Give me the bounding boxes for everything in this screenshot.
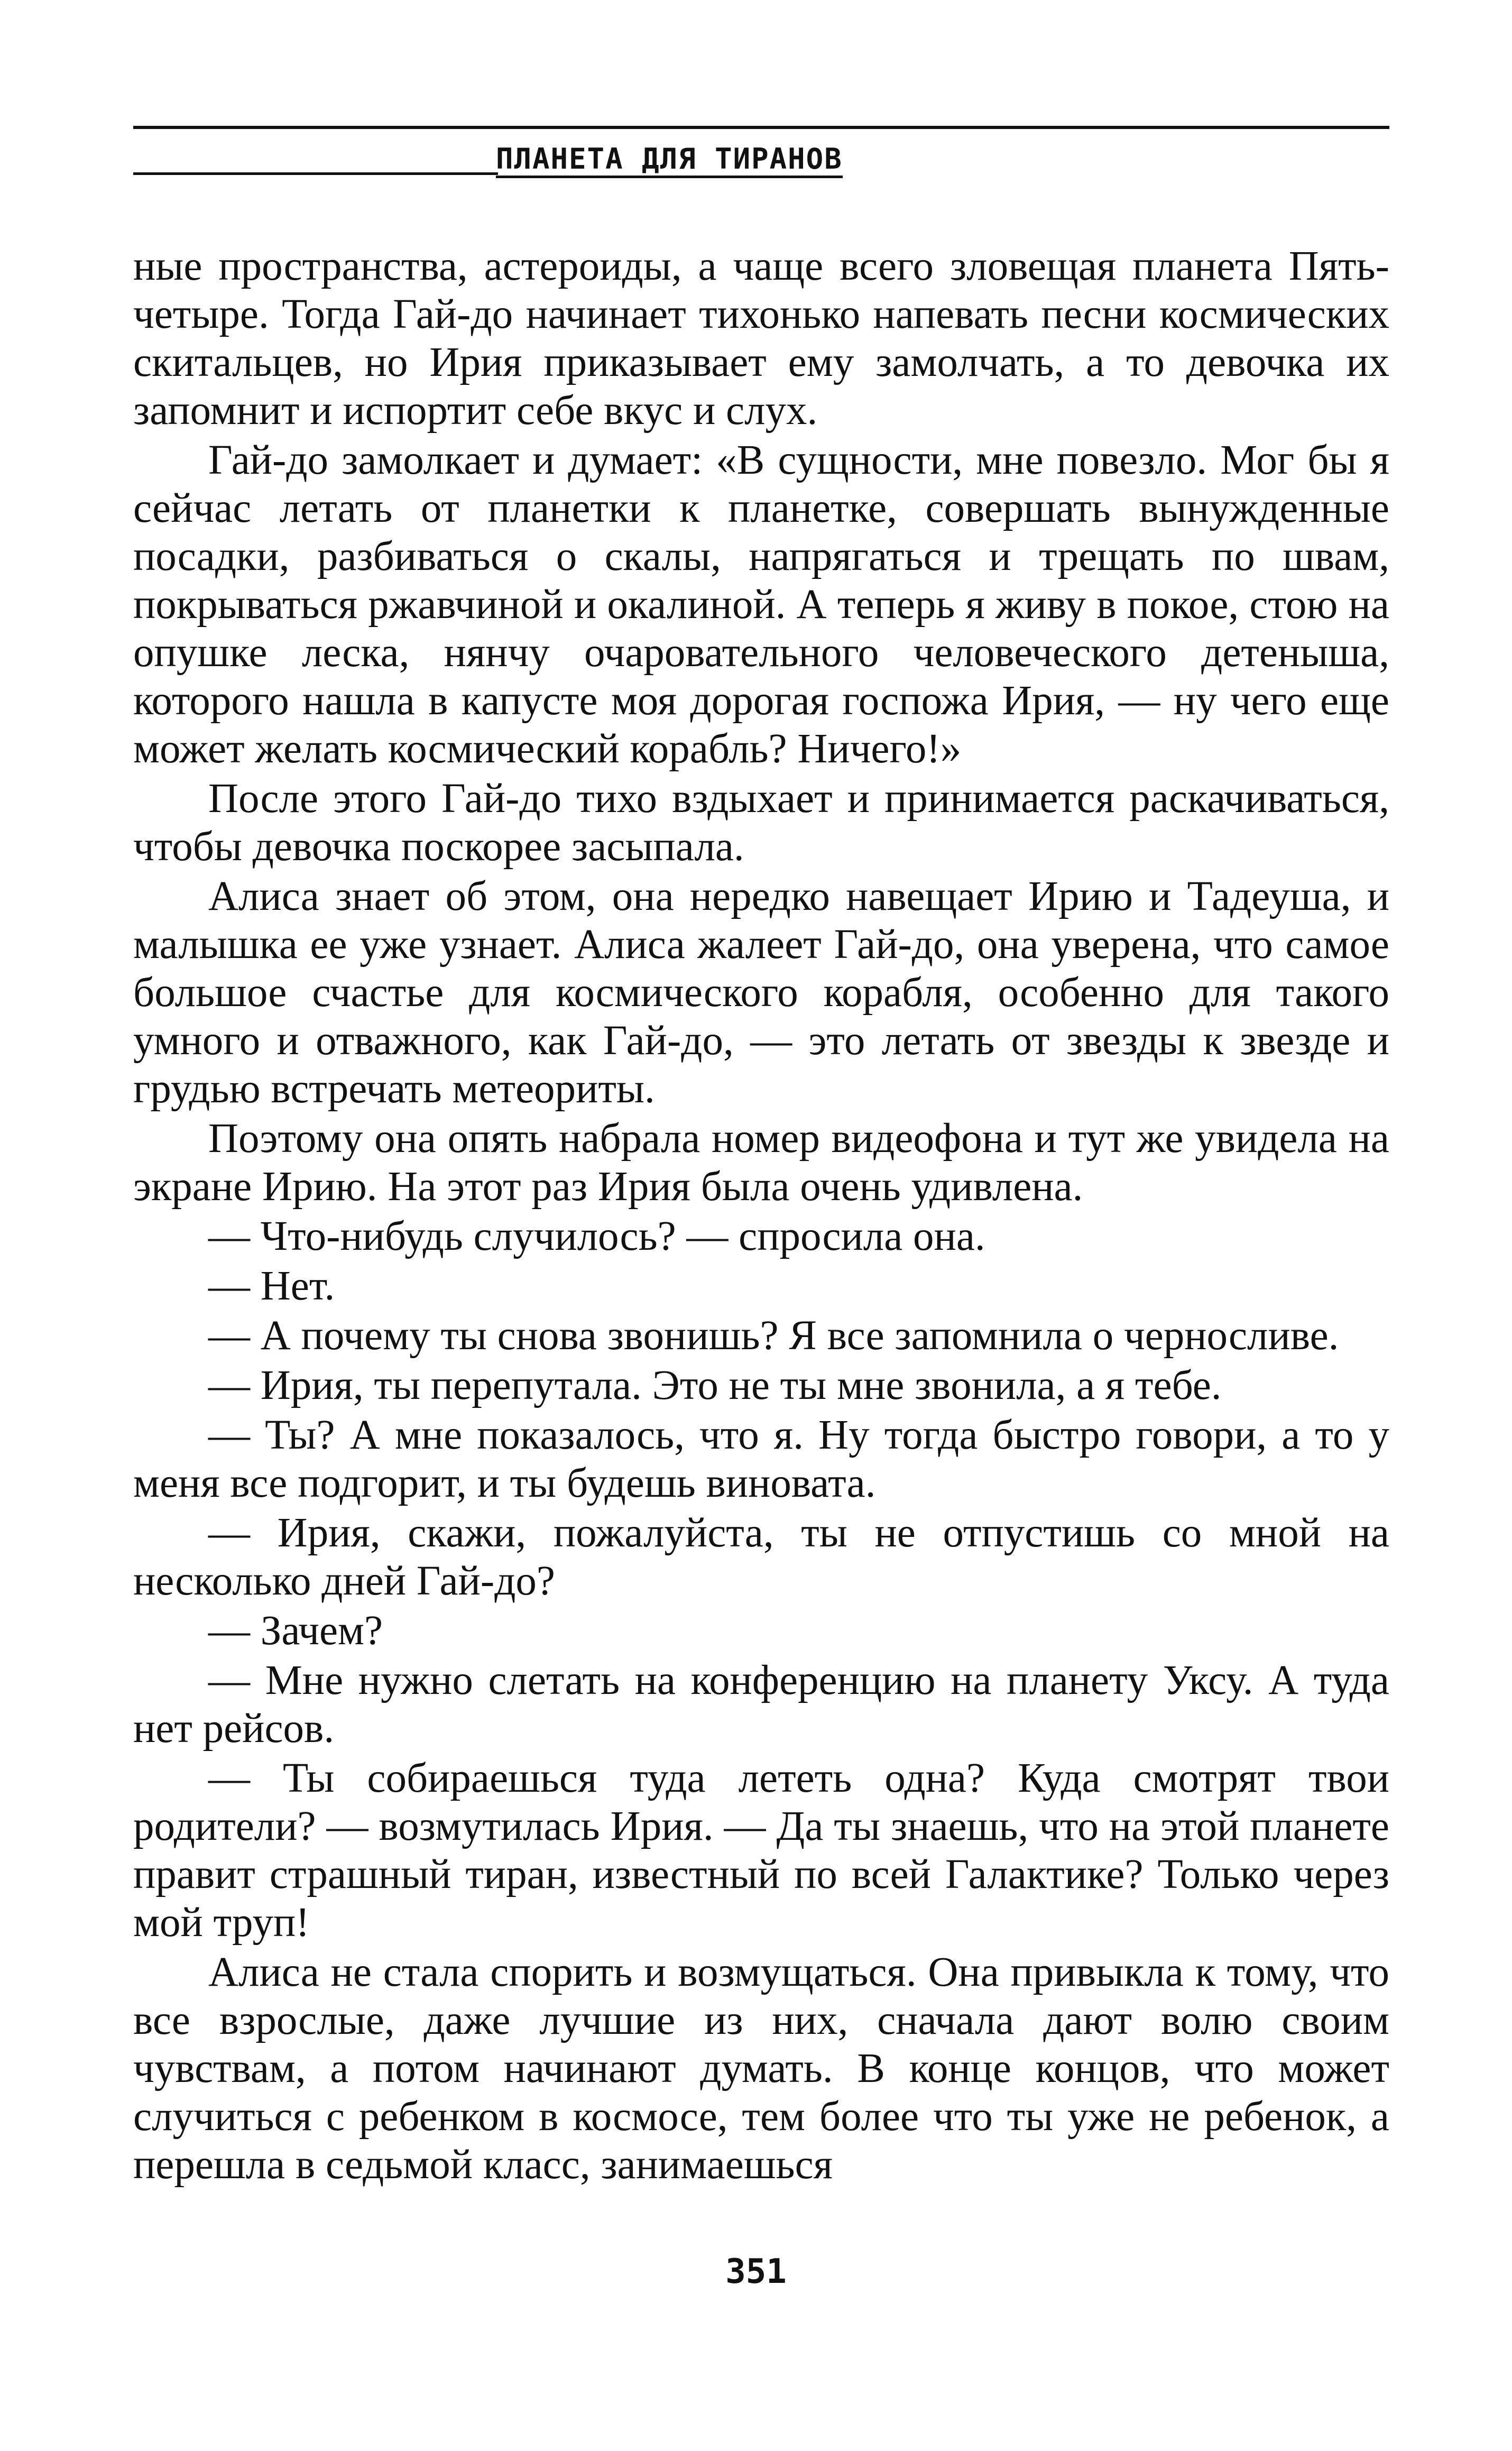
body-text xyxy=(133,242,1389,2189)
dialogue-line: — Ты собираешься туда лететь одна? Куда смотрят твои родители? — возмутилась Ирия. — Да ты знаешь, что на этой планете правит страшный тиран, известный по всей Галактике? Только через мой труп! xyxy=(133,1755,1389,1946)
header-rule xyxy=(133,126,1389,129)
paragraph: После этого Гай-до тихо вздыхает и принимается раскачиваться, чтобы девочка поскорее засыпала. xyxy=(133,776,1389,870)
running-head-underline xyxy=(133,172,498,175)
dialogue-line: — Ирия, скажи, пожалуйста, ты не отпустишь со мной на несколько дней Гай-до? xyxy=(133,1510,1389,1604)
paragraph: ные пространства, астероиды, а чаще всего зловещая планета Пять-четыре. Тогда Гай-до начинает тихонько напевать песни космических скитальцев, но Ирия приказывает ему замолчать, а то девочка их запомнит и испортит себе вкус и слух. xyxy=(133,243,1389,434)
paragraph: Гай-до замолкает и думает: «В сущности, мне повезло. Мог бы я сейчас летать от планетки к планетке, совершать вынужденные посадки, разбиваться о скалы, напрягаться и трещать по швам, покрываться ржавчиной и окалиной. А теперь я живу в покое, стою на опушке леска, нянчу очаровательного человеческого детеныша, которого нашла в капусте моя дорогая госпожа Ирия, — ну чего еще может желать космический корабль? Ничего!» xyxy=(133,437,1389,772)
dialogue-line: — Ирия, ты перепутала. Это не ты мне звонила, а я тебе. xyxy=(208,1362,1222,1408)
dialogue-line: — А почему ты снова звонишь? Я все запомнила о черносливе. xyxy=(208,1313,1339,1359)
dialogue-line: — Зачем? xyxy=(208,1608,383,1654)
paragraph: Алиса знает об этом, она нередко навещает Ирию и Тадеуша, и малышка ее уже узнает. Алиса жалеет Гай-до, она уверена, что самое большое счастье для космического корабля, особенно для такого умного и отважного, как Гай-до, — это летать от звезды к звезде и грудью встречать метеориты. xyxy=(133,873,1389,1112)
dialogue-line: — Ты? А мне показалось, что я. Ну тогда быстро говори, а то у меня все подгорит, и ты будешь виновата. xyxy=(133,1412,1389,1506)
paragraph: Поэтому она опять набрала номер видеофона и тут же увидела на экране Ирию. На этот раз Ирия была очень удивлена. xyxy=(133,1116,1389,1210)
paragraph: Алиса не стала спорить и возмущаться. Она привыкла к тому, что все взрослые, даже лучшие из них, сначала дают волю своим чувствам, а потом начинают думать. В конце концов, что может случиться с ребенком в космосе, тем более что ты уже не ребенок, а перешла в седьмой класс, занимаешься xyxy=(133,1949,1389,2188)
dialogue-line: — Что-нибудь случилось? — спросила она. xyxy=(208,1213,985,1259)
running-head-title: ПЛАНЕТА ДЛЯ ТИРАНОВ xyxy=(496,143,843,178)
running-head xyxy=(133,142,1389,177)
dialogue-line: — Мне нужно слетать на конференцию на планету Уксу. А туда нет рейсов. xyxy=(133,1657,1389,1752)
page-number: 351 xyxy=(725,2252,787,2291)
dialogue-line: — Нет. xyxy=(208,1263,335,1309)
